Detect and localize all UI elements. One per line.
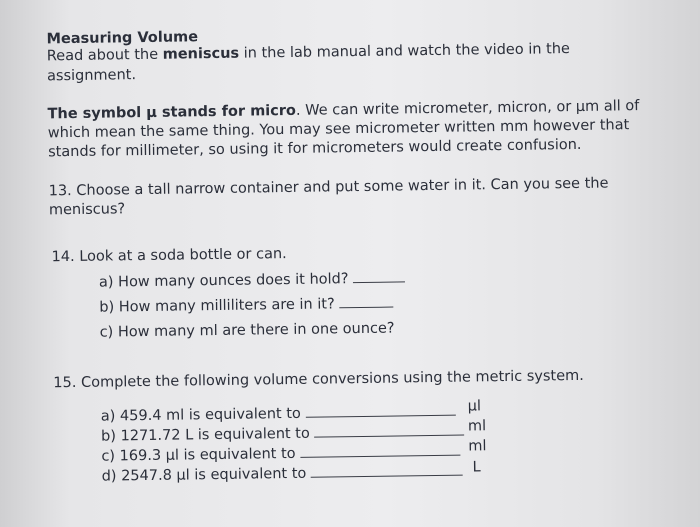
page-heading: Measuring Volume (46, 29, 199, 48)
question-14b (99, 295, 393, 317)
micro-symbol-statement: The symbol µ stands for micro (47, 102, 297, 123)
question-14a-text: a) How many ounces does it hold? (98, 271, 349, 291)
question-13-line-2: meniscus? (48, 201, 126, 219)
question-15a (101, 403, 456, 426)
question-15d (102, 463, 463, 486)
question-13-line-1: 13. Choose a tall narrow container and put some water in it. Can you see the (48, 175, 609, 200)
question-15a-text: a) 459.4 ml is equivalent to (100, 405, 301, 425)
intro-text-post: in the lab manual and watch the video in the (238, 41, 571, 62)
question-14a (99, 269, 405, 291)
answer-blank-14b[interactable] (339, 295, 393, 309)
unit-15b: ml (467, 418, 487, 435)
question-15c (101, 443, 460, 466)
question-15b (101, 423, 465, 446)
answer-blank-15b[interactable] (314, 423, 464, 438)
unit-15a: µl (467, 398, 482, 415)
micro-line-3: stands for millimeter, so using it for micrometers would create confusion. (48, 136, 582, 161)
question-14-stem: 14. Look at a soda bottle or can. (51, 246, 287, 266)
meniscus-term: meniscus (162, 45, 240, 63)
question-14c: c) How many ml are there in one ounce? (99, 320, 395, 341)
intro-text-pre: Read about the (46, 46, 163, 65)
answer-blank-14a[interactable] (353, 269, 405, 283)
micro-line-2: which mean the same thing. You may see micrometer written mm however that (47, 117, 630, 142)
question-14b-text: b) How many milliliters are in it? (99, 296, 335, 316)
answer-blank-15a[interactable] (305, 403, 455, 418)
question-15c-text: c) 169.3 µl is equivalent to (101, 445, 296, 465)
question-15b-text: b) 1271.72 L is equivalent to (100, 425, 310, 445)
intro-line-2: assignment. (46, 67, 137, 85)
unit-15d: L (472, 459, 481, 476)
unit-15c: ml (468, 438, 487, 455)
question-15-stem: 15. Complete the following volume conversions using the metric system. (53, 367, 584, 392)
question-15d-text: d) 2547.8 µl is equivalent to (101, 465, 307, 485)
micro-line-1-rest: . We can write micrometer, micron, or µm all of (295, 98, 640, 119)
answer-blank-15d[interactable] (311, 463, 463, 478)
answer-blank-15c[interactable] (300, 443, 460, 458)
